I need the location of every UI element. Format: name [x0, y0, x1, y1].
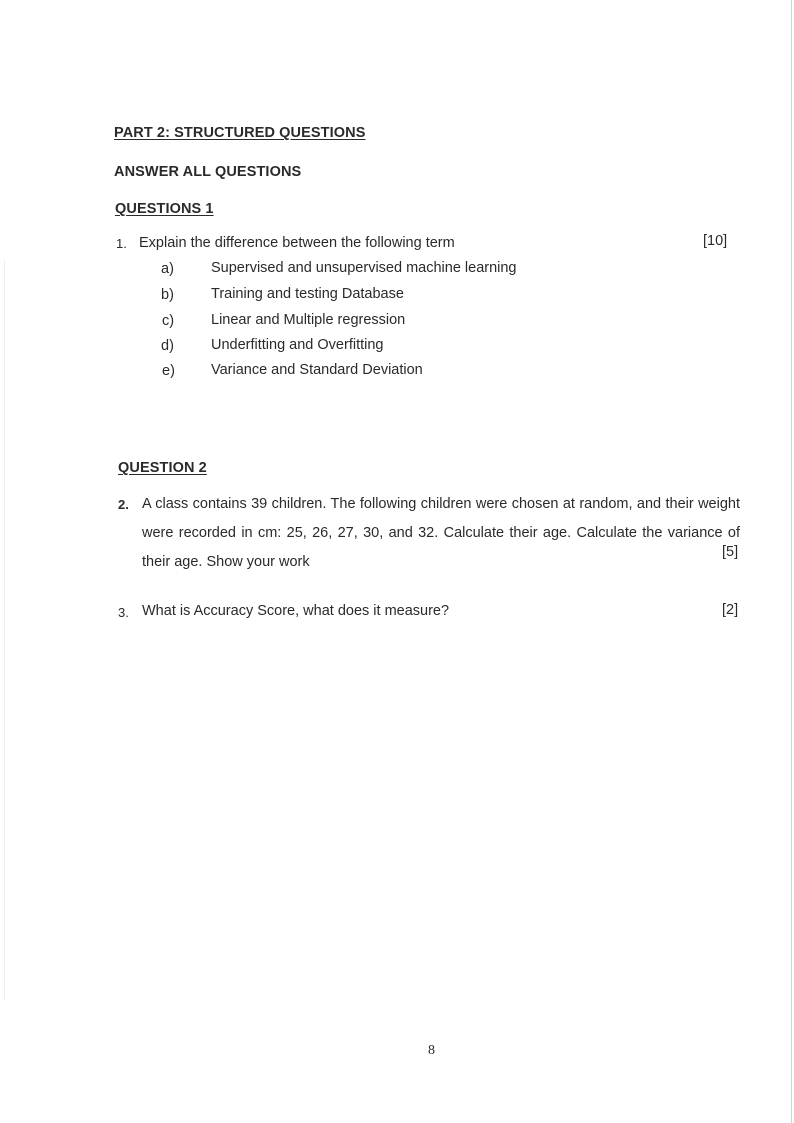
question1-item-label-b: b) — [161, 287, 174, 303]
instruction-heading: ANSWER ALL QUESTIONS — [114, 164, 302, 180]
question1-item-d: Underfitting and Overfitting — [211, 337, 384, 353]
question3-marks: [2] — [722, 602, 739, 618]
question1-item-e: Variance and Standard Deviation — [211, 362, 423, 378]
part-heading: PART 2: STRUCTURED QUESTIONS — [114, 125, 366, 141]
question1-marks: [10] — [703, 233, 728, 249]
question1-text: Explain the difference between the following term — [139, 235, 455, 251]
question1-item-label-d: d) — [161, 338, 174, 354]
question1-item-a: Supervised and unsupervised machine learning — [211, 260, 517, 276]
section1-heading: QUESTIONS 1 — [115, 201, 214, 217]
question3-text: What is Accuracy Score, what does it measure? — [142, 603, 450, 619]
section2-heading: QUESTION 2 — [118, 460, 207, 476]
question2-text: A class contains 39 children. The following children were chosen at random, and their weight were recorded in cm: 25, 26, 27, 30, and 32. Calculate their age. Calculate the variance of their age. Show your work — [142, 496, 740, 570]
page-edge — [791, 0, 792, 1123]
question3-number: 3. — [118, 605, 129, 620]
question1-item-label-a: a) — [161, 261, 174, 277]
question2-number: 2. — [118, 497, 129, 512]
question1-item-label-e: e) — [162, 363, 175, 379]
question2-marks: [5] — [722, 544, 739, 560]
question1-item-b: Training and testing Database — [211, 286, 404, 302]
question1-number: 1. — [116, 236, 127, 251]
page-number: 8 — [428, 1043, 435, 1058]
question1-item-c: Linear and Multiple regression — [211, 312, 406, 328]
scan-edge — [4, 260, 5, 1000]
question1-item-label-c: c) — [162, 313, 175, 329]
